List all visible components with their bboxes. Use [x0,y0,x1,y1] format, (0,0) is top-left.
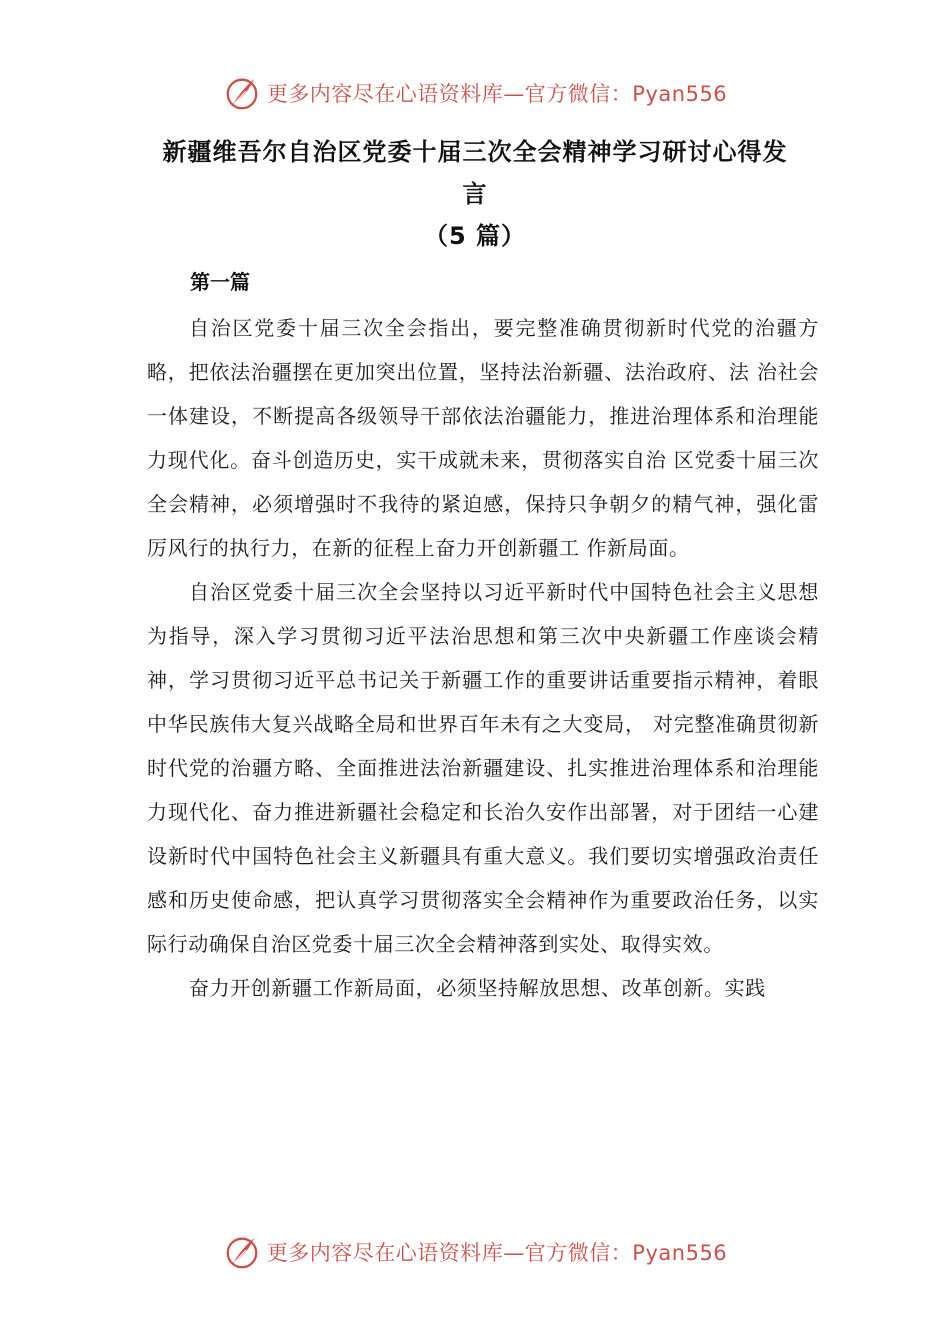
watermark-text: 更多内容尽在心语资料库—官方微信：Pyan556 [266,82,728,106]
document-body [147,306,819,1010]
section-heading: 第一篇 [190,270,250,294]
paragraph: 奋力开创新疆工作新局面，必须坚持解放思想、改革创新。实践 [189,976,766,1000]
paragraph: 自治区党委十届三次全会坚持以习近平新时代中国特色社会主义思想为指导，深入学习贯彻习近平法治思想和第三次中央新疆工作座谈会精神，学习贯彻习近平总书记关于新疆工作的重要讲话重要指示精神，着眼中华民族伟大复兴战略全局和世界百年未有之大变局， 对完整准确贯彻新时代党的治疆方略、全面推进法治新疆建设、扎实推进治理体系和治理能力现代化、奋力推进新疆社会稳定和长治久安作出部署，对于团结一心建设新时代中国特色社会主义新疆具有重大意义。我们要切实增强政治责任感和历史使命感，把认真学习贯彻落实全会精神作为重要政治任务，以实际行动确保自治区党委十届三次全会精神落到实处、取得实效。 [147,580,819,956]
document-subtitle: （5 篇） [423,222,527,250]
watermark-top [0,73,950,113]
watermark-bottom [0,1232,950,1272]
quill-logo-icon [223,74,261,112]
document-title-continued: 言 [462,180,488,208]
watermark-text: 更多内容尽在心语资料库—官方微信：Pyan556 [266,1241,728,1265]
document-title: 新疆维吾尔自治区党委十届三次全会精神学习研讨心得发 [162,138,788,166]
paragraph: 自治区党委十届三次全会指出，要完整准确贯彻新时代党的治疆方略，把依法治疆摆在更加突出位置，坚持法治新疆、法治政府、法 治社会一体建设，不断提高各级领导干部依法治疆能力，推进治理体系和治理能力现代化。奋斗创造历史，实干成就未来，贯彻落实自治 区党委十届三次全会精神，必须增强时不我待的紧迫感，保持只争朝夕的精气神，强化雷厉风行的执行力，在新的征程上奋力开创新疆工 作新局面。 [147,316,819,560]
quill-logo-icon [223,1233,261,1271]
